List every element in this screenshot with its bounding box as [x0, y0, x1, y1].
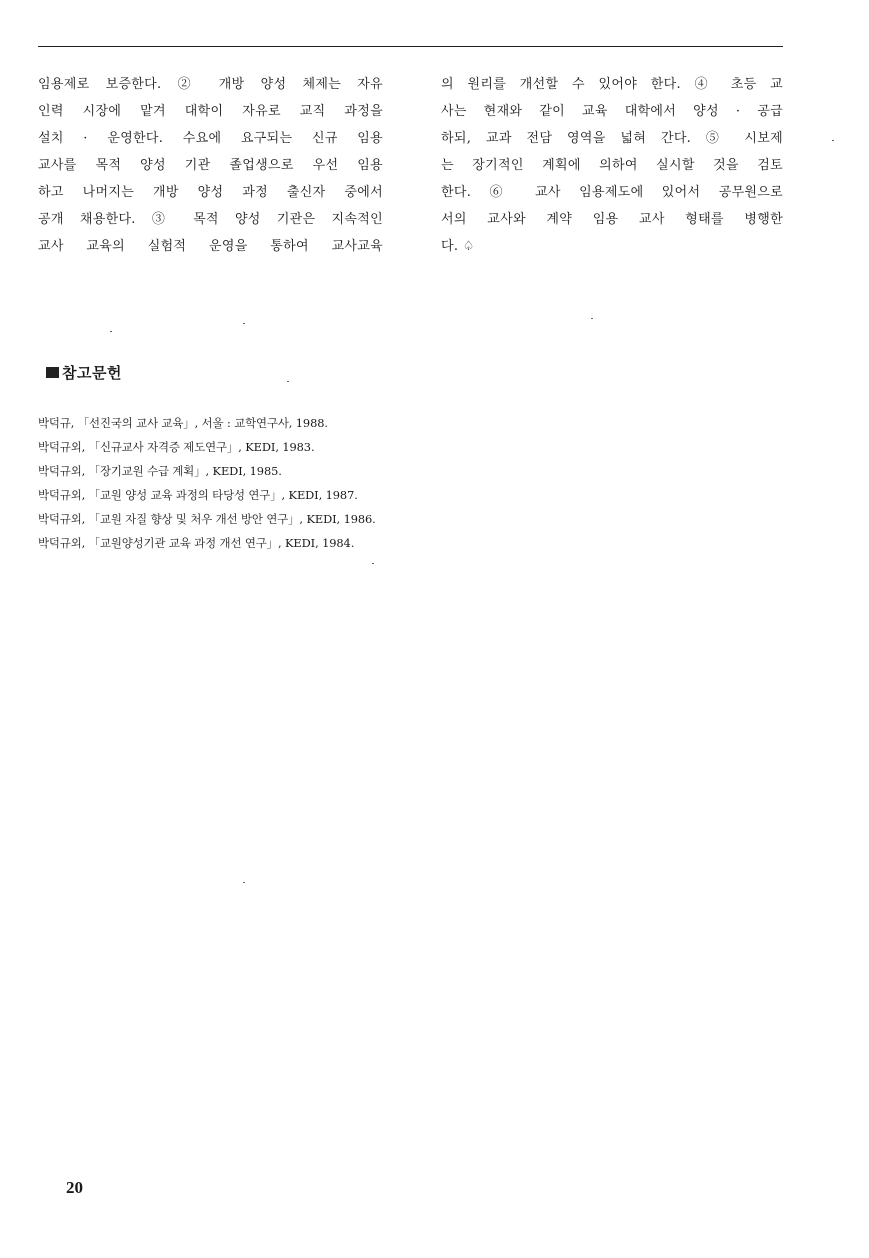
reference-item: 박덕규외, 「신규교사 자격증 제도연구」, KEDI, 1983. [38, 440, 315, 454]
page-number: 20 [66, 1178, 83, 1197]
text-line: 설치 · 운영한다. 수요에 요구되는 신규 임용 [38, 131, 383, 146]
text-line: 교사 교육의 실험적 운영을 통하여 교사교육 [38, 239, 383, 254]
text-line: 의 원리를 개선할 수 있어야 한다. ④ 초등 교 [441, 77, 783, 92]
text-line: 한다. ⑥ 교사 임용제도에 있어서 공무원으로 [441, 185, 783, 200]
text-line: 서의 교사와 계약 임용 교사 형태를 병행한 [441, 212, 783, 227]
scan-speck [243, 882, 245, 883]
scan-speck [832, 140, 834, 141]
text-line: 다. ♤ [441, 239, 475, 254]
top-rule [38, 46, 783, 47]
scan-speck [243, 323, 245, 324]
scan-speck [372, 563, 374, 564]
body-column-left [38, 71, 383, 260]
references-list [38, 411, 558, 555]
references-heading-label: 참고문헌 [62, 364, 122, 382]
text-line: 하고 나머지는 개방 양성 과정 출신자 중에서 [38, 185, 383, 200]
body-column-right [441, 71, 783, 260]
text-line: 교사를 목적 양성 기관 졸업생으로 우선 임용 [38, 158, 383, 173]
text-line: 공개 채용한다. ③ 목적 양성 기관은 지속적인 [38, 212, 383, 227]
reference-item: 박덕규외, 「교원 양성 교육 과정의 타당성 연구」, KEDI, 1987. [38, 488, 358, 502]
text-line: 인력 시장에 맡겨 대학이 자유로 교직 과정을 [38, 104, 383, 119]
reference-item: 박덕규외, 「장기교원 수급 계획」, KEDI, 1985. [38, 464, 282, 478]
text-line: 임용제로 보증한다. ② 개방 양성 체제는 자유 [38, 77, 383, 92]
text-line: 사는 현재와 같이 교육 대학에서 양성 · 공급 [441, 104, 783, 119]
scan-speck [287, 381, 289, 382]
references-heading [46, 362, 122, 383]
scan-speck [591, 318, 593, 319]
scan-speck [110, 331, 112, 332]
reference-item: 박덕규외, 「교원 자질 향상 및 처우 개선 방안 연구」, KEDI, 1986. [38, 512, 376, 526]
reference-item: 박덕규, 「선진국의 교사 교육」, 서울 : 교학연구사, 1988. [38, 416, 328, 430]
text-line: 는 장기적인 계획에 의하여 실시할 것을 검토 [441, 158, 783, 173]
reference-item: 박덕규외, 「교원양성기관 교육 과정 개선 연구」, KEDI, 1984. [38, 536, 355, 550]
square-bullet-icon [46, 367, 59, 378]
text-line: 하되, 교과 전담 영역을 넓혀 간다. ⑤ 시보제 [441, 131, 783, 146]
